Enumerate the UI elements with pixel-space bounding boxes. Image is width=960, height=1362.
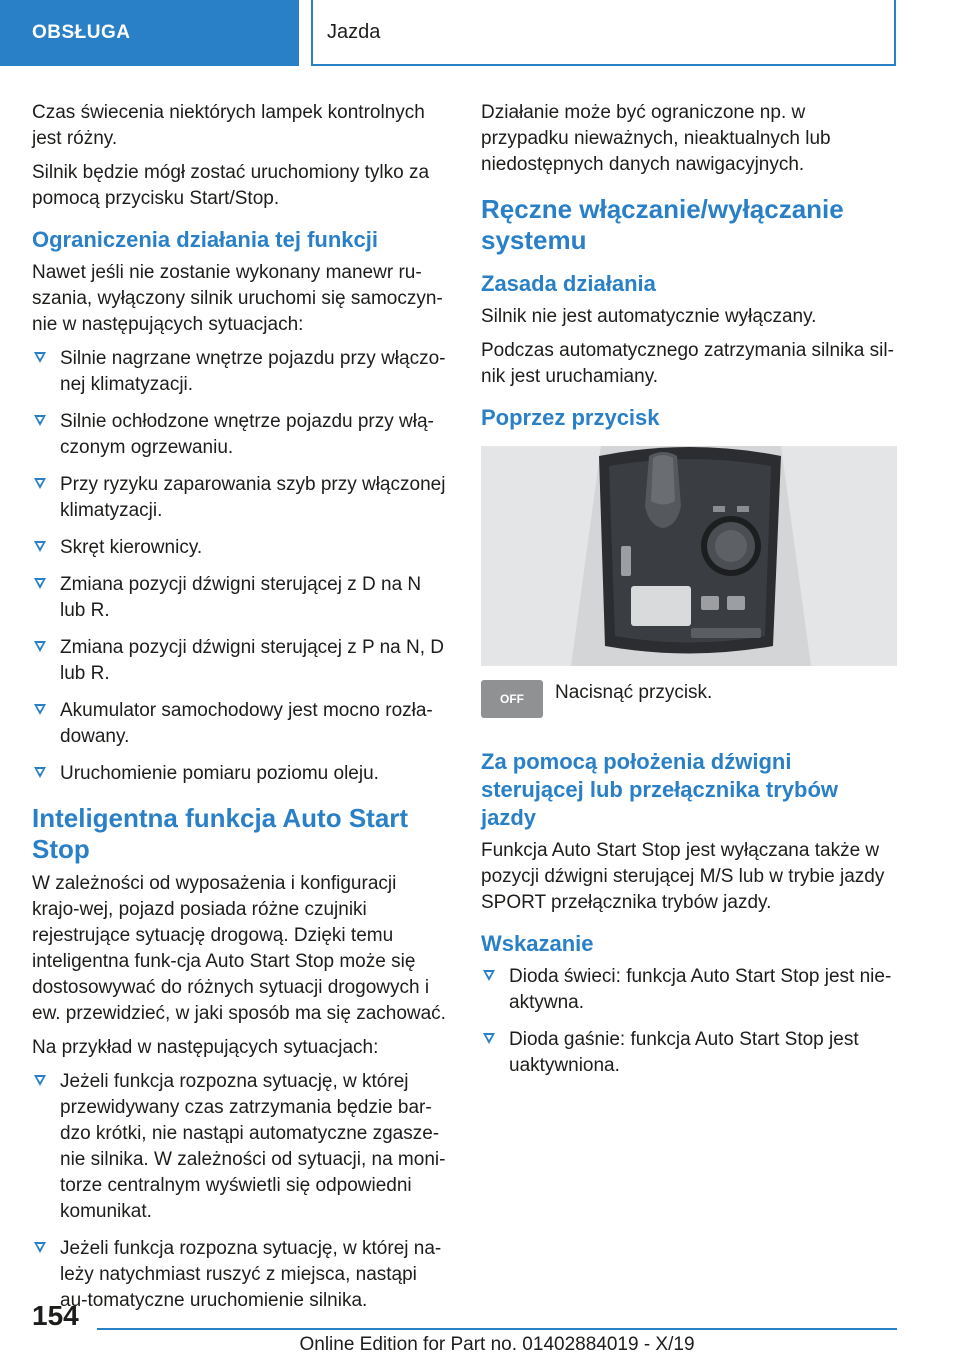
left-column xyxy=(32,100,448,1325)
heading-principle: Zasada działania xyxy=(481,271,656,296)
bullet-triangle-icon xyxy=(34,1075,46,1086)
list-item: Uruchomienie pomiaru poziomu oleju. xyxy=(32,761,448,787)
example-list xyxy=(32,1069,448,1314)
situation-list xyxy=(32,346,448,787)
list-item: Dioda gaśnie: funkcja Auto Start Stop jest uaktywniona. xyxy=(481,1027,897,1079)
footer-divider xyxy=(97,1328,897,1330)
edition-note: Online Edition for Part no. 01402884019 - X/19 xyxy=(299,1334,695,1355)
list-item: Skręt kierownicy. xyxy=(32,535,448,561)
page-number: 154 xyxy=(32,1300,79,1331)
paragraph: Silnik nie jest automatycznie wyłączany. xyxy=(481,306,817,327)
list-item: Jeżeli funkcja rozpozna sytuację, w której na-leży natychmiast ruszyć z miejsca, nastąpi au-tomatyczne uruchomienie silnika. xyxy=(32,1236,448,1314)
list-item: Zmiana pozycji dźwigni sterującej z P na N, D lub R. xyxy=(32,635,448,687)
list-item: Jeżeli funkcja rozpozna sytuację, w której przewidywany czas zatrzymania będzie bar-dzo krótki, nie nastąpi automatyczne zgasze-nie silnika. W zależności od sytuacji, na moni-torze centralnym wyświetli się odpowiedni komunikat. xyxy=(32,1069,448,1225)
heading-intelligent: Inteligentna funkcja Auto Start Stop xyxy=(32,803,409,864)
paragraph: Nawet jeśli nie zostanie wykonany manewr ru-szania, wyłączony silnik uruchomi się samoczyn-nie w następujących sytuacjach: xyxy=(32,262,443,335)
heading-lever: Za pomocą położenia dźwigni sterującej lub przełącznika trybów jazdy xyxy=(481,749,839,830)
section-label: OBSŁUGA xyxy=(32,22,131,43)
bullet-triangle-icon xyxy=(34,578,46,589)
auto-start-stop-off-button-icon: OFF xyxy=(481,680,543,718)
chapter-title: Jazda xyxy=(327,20,381,43)
paragraph: Na przykład w następujących sytuacjach: xyxy=(32,1037,379,1058)
bullet-triangle-icon xyxy=(34,352,46,363)
press-instruction: Nacisnąć przycisk. xyxy=(555,682,713,703)
heading-manual: Ręczne włączanie/wyłączanie systemu xyxy=(481,194,844,255)
chapter-header xyxy=(311,0,896,66)
bullet-triangle-icon xyxy=(483,970,495,981)
bullet-triangle-icon xyxy=(34,1242,46,1253)
button-instruction xyxy=(481,680,897,718)
bullet-triangle-icon xyxy=(34,478,46,489)
list-item: Dioda świeci: funkcja Auto Start Stop jest nie-aktywna. xyxy=(481,964,897,1016)
list-item: Silnie nagrzane wnętrze pojazdu przy włączo-nej klimatyzacji. xyxy=(32,346,448,398)
heading-display: Wskazanie xyxy=(481,931,594,956)
heading-button: Poprzez przycisk xyxy=(481,405,660,430)
list-item: Zmiana pozycji dźwigni sterującej z D na N lub R. xyxy=(32,572,448,624)
section-tab xyxy=(0,0,299,66)
bullet-triangle-icon xyxy=(34,704,46,715)
paragraph: W zależności od wyposażenia i konfiguracji krajo-wej, pojazd posiada różne czujniki rejestrujące sytuację drogową. Dzięki temu inteligentna funk-cja Auto Start Stop może się dostosowywać do różnych sytuacji drogowych i ew. przewidzieć, w jaki sposób ma się zachować. xyxy=(32,873,446,1024)
list-item: Silnie ochłodzone wnętrze pojazdu przy włą-czonym ogrzewaniu. xyxy=(32,409,448,461)
paragraph: Czas świecenia niektórych lampek kontrolnych jest różny. xyxy=(32,102,425,149)
bullet-triangle-icon xyxy=(34,541,46,552)
center-console-photo xyxy=(481,446,897,666)
bullet-triangle-icon xyxy=(34,415,46,426)
bullet-triangle-icon xyxy=(483,1033,495,1044)
paragraph: Działanie może być ograniczone np. w przypadku nieważnych, nieaktualnych lub niedostępnych danych nawigacyjnych. xyxy=(481,102,831,175)
paragraph: Podczas automatycznego zatrzymania silnika sil-nik jest uruchamiany. xyxy=(481,340,894,387)
display-list xyxy=(481,964,897,1079)
paragraph: Silnik będzie mógł zostać uruchomiony tylko za pomocą przycisku Start/Stop. xyxy=(32,162,430,209)
center-console-image xyxy=(481,446,897,666)
paragraph: Funkcja Auto Start Stop jest wyłączana także w pozycji dźwigni sterującej M/S lub w trybie jazdy SPORT przełącznika trybów jazdy. xyxy=(481,840,885,913)
bullet-triangle-icon xyxy=(34,767,46,778)
heading-limits: Ograniczenia działania tej funkcji xyxy=(32,227,378,252)
list-item: Przy ryzyku zaparowania szyb przy włączonej klimatyzacji. xyxy=(32,472,448,524)
right-column xyxy=(481,100,897,1090)
list-item: Akumulator samochodowy jest mocno rozła-dowany. xyxy=(32,698,448,750)
bullet-triangle-icon xyxy=(34,641,46,652)
